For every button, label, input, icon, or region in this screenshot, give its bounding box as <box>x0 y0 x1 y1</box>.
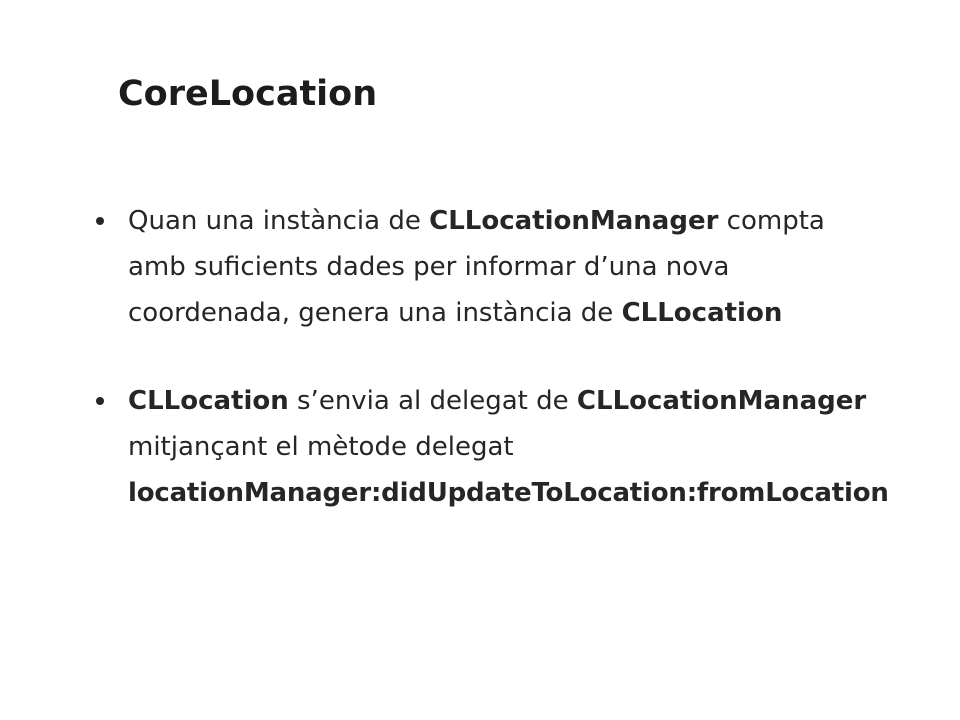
bullet-list <box>92 198 952 516</box>
bullet-dot-icon <box>96 217 104 225</box>
bullet-2-line-2: mitjançant el mètode delegat <box>128 432 514 462</box>
bullet-1-text-c: coordenada, genera una instància de <box>128 298 622 328</box>
bullet-item-1 <box>92 198 952 336</box>
bullet-2-class-name-2: CLLocationManager <box>576 386 867 416</box>
bullet-1-line-1 <box>128 198 952 244</box>
bullet-1-line-3 <box>128 290 952 336</box>
bullet-1-class-name: CLLocationManager <box>429 206 719 236</box>
bullet-1-text-a: Quan una instància de <box>128 206 430 236</box>
bullet-1-class-name-2: CLLocation <box>621 298 783 328</box>
bullet-dot-icon <box>96 397 104 405</box>
slide-title: CoreLocation <box>118 74 378 114</box>
bullet-2-line-1 <box>128 378 952 424</box>
bullet-item-2 <box>92 378 952 516</box>
bullet-2-class-name: CLLocation <box>128 386 289 416</box>
bullet-1-text-b: compta <box>718 206 825 236</box>
bullet-1-line-2: amb suficients dades per informar d’una nova <box>128 252 730 282</box>
bullet-2-method-name: locationManager:didUpdateToLocation:fromLocation <box>128 478 889 508</box>
bullet-2-text-a: s’envia al delegat de <box>288 386 577 416</box>
